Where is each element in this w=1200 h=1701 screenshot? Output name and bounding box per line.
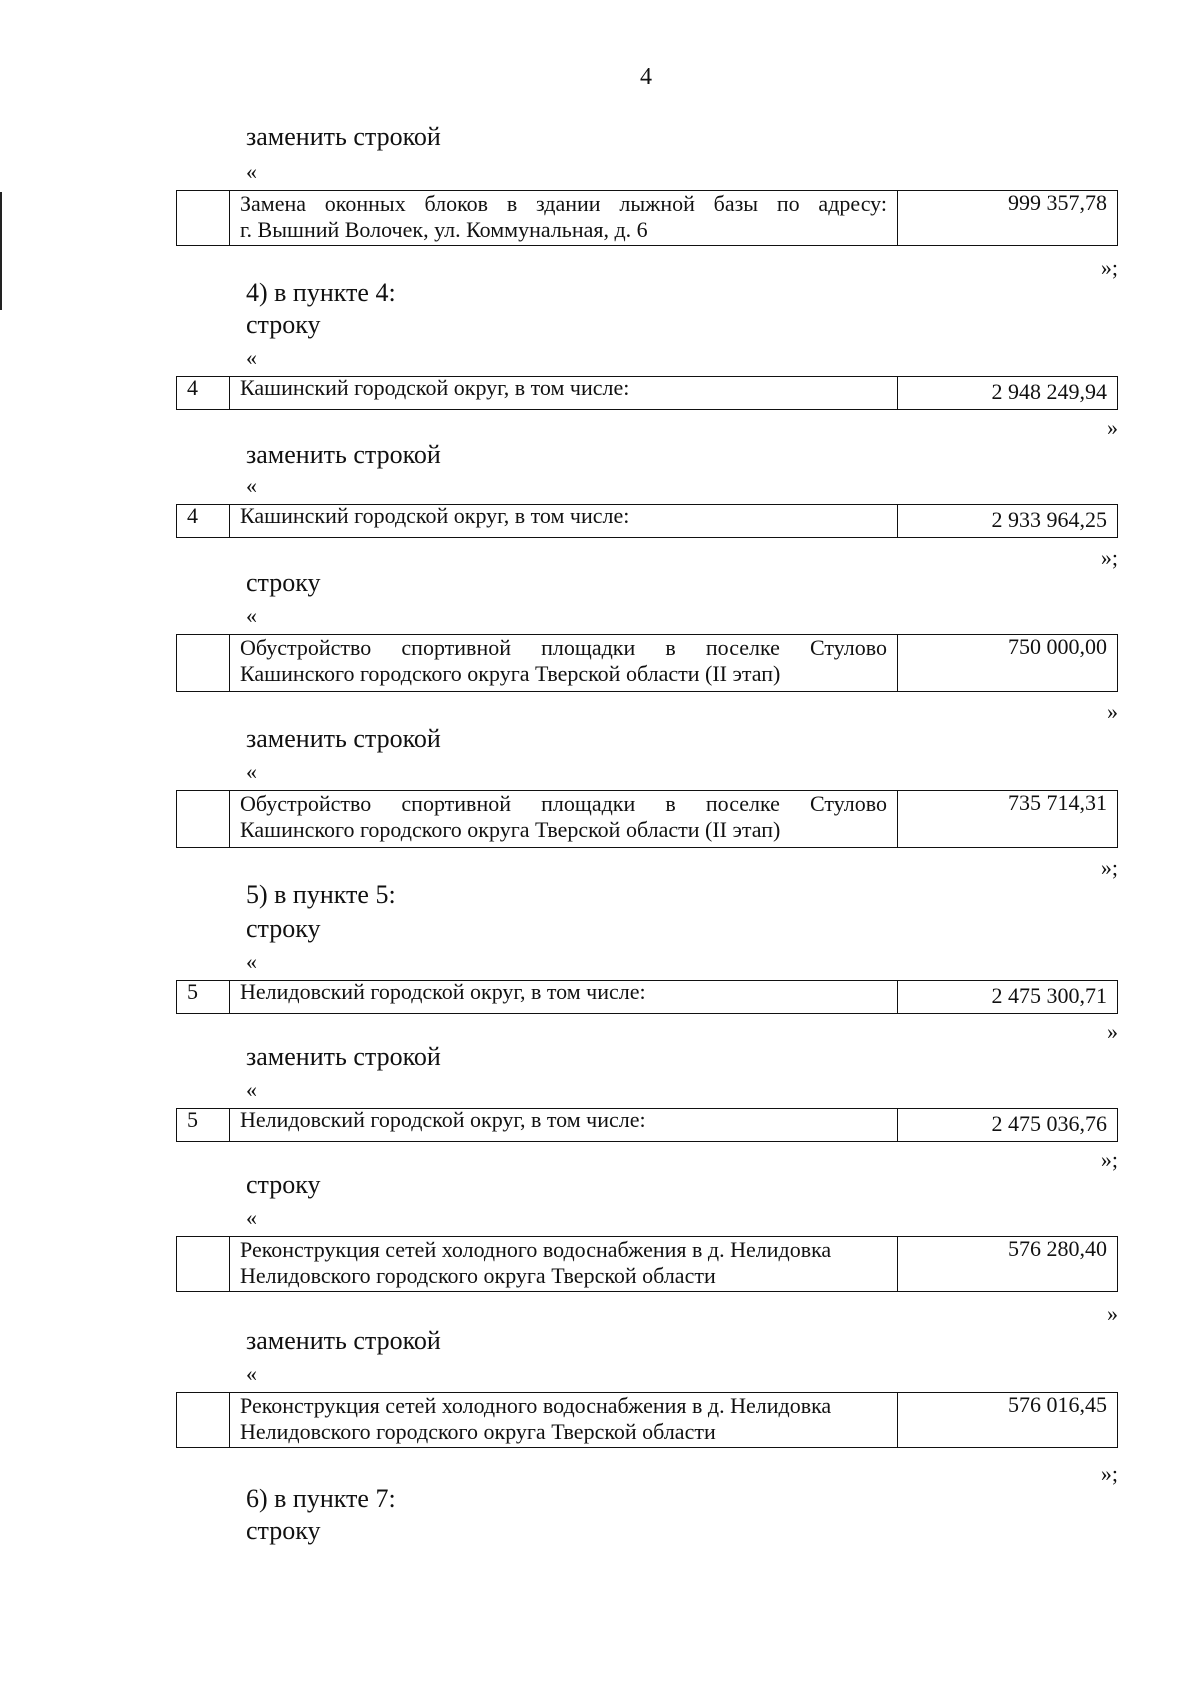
quote-open: « <box>246 159 257 184</box>
quote-open: « <box>246 473 257 498</box>
quote-close: »; <box>1100 1461 1118 1486</box>
row-name: Кашинский городской округ, в том числе: <box>230 377 898 409</box>
row-value: 2 475 036,76 <box>991 1111 1107 1136</box>
quote-open: « <box>246 1205 257 1230</box>
row-number <box>177 791 230 847</box>
row-name-line1: Обустройство спортивной площадки в поселке Стулово <box>240 635 887 660</box>
row-number: 5 <box>177 1109 230 1141</box>
row-name <box>230 1393 898 1447</box>
instruction-label: заменить строкой <box>246 724 441 753</box>
row-value: 750 000,00 <box>1008 634 1107 659</box>
quote-close: » <box>1107 1019 1118 1044</box>
row-name: Нелидовский городской округ, в том числе: <box>230 981 898 1013</box>
instruction-label: строку <box>246 568 321 597</box>
instruction-label: заменить строкой <box>246 440 441 469</box>
quote-open: « <box>246 603 257 628</box>
quote-close: »; <box>1100 545 1118 570</box>
row-name-line1: Реконструкция сетей холодного водоснабжения в д. Нелидовка <box>240 1237 832 1262</box>
table-row <box>176 1236 1118 1292</box>
quote-close: » <box>1107 699 1118 724</box>
quote-open: « <box>246 1077 257 1102</box>
table-row <box>176 376 1118 410</box>
instruction-label: строку <box>246 1516 321 1545</box>
row-number <box>177 191 230 245</box>
table-row <box>176 190 1118 246</box>
row-value: 735 714,31 <box>1008 790 1107 815</box>
table-row <box>176 1392 1118 1448</box>
row-value: 576 016,45 <box>1008 1392 1107 1417</box>
table-row <box>176 790 1118 848</box>
page-number: 4 <box>640 64 652 90</box>
row-name-line1: Замена оконных блоков в здании лыжной базы по адресу: <box>240 191 887 216</box>
row-number <box>177 1393 230 1447</box>
table-row <box>176 1108 1118 1142</box>
table-row <box>176 504 1118 538</box>
margin-mark <box>0 192 2 310</box>
row-number <box>177 635 230 691</box>
quote-close: »; <box>1100 855 1118 880</box>
row-name-line1: Обустройство спортивной площадки в поселке Стулово <box>240 791 887 816</box>
row-value: 2 475 300,71 <box>991 983 1107 1008</box>
row-name <box>230 635 898 691</box>
section-heading: 6) в пункте 7: <box>246 1484 396 1513</box>
quote-open: « <box>246 345 257 370</box>
quote-close: »; <box>1100 255 1118 280</box>
row-name: Кашинский городской округ, в том числе: <box>230 505 898 537</box>
row-name <box>230 1237 898 1291</box>
quote-open: « <box>246 759 257 784</box>
row-name-line2: Кашинского городского округа Тверской области (II этап) <box>240 661 781 686</box>
instruction-label: строку <box>246 914 321 943</box>
quote-open: « <box>246 1361 257 1386</box>
row-name: Нелидовский городской округ, в том числе: <box>230 1109 898 1141</box>
instruction-label: строку <box>246 1170 321 1199</box>
row-value: 999 357,78 <box>1008 190 1107 215</box>
row-value: 2 948 249,94 <box>991 379 1107 404</box>
quote-close: »; <box>1100 1147 1118 1172</box>
row-number: 5 <box>177 981 230 1013</box>
instruction-label: строку <box>246 310 321 339</box>
instruction-label: заменить строкой <box>246 122 441 151</box>
row-value: 576 280,40 <box>1008 1236 1107 1261</box>
row-value: 2 933 964,25 <box>991 507 1107 532</box>
row-name-line1: Реконструкция сетей холодного водоснабжения в д. Нелидовка <box>240 1393 832 1418</box>
table-row <box>176 634 1118 692</box>
instruction-label: заменить строкой <box>246 1326 441 1355</box>
section-heading: 5) в пункте 5: <box>246 880 396 909</box>
instruction-label: заменить строкой <box>246 1042 441 1071</box>
row-name-line2: Нелидовского городского округа Тверской области <box>240 1419 716 1444</box>
row-name <box>230 791 898 847</box>
row-number <box>177 1237 230 1291</box>
row-number: 4 <box>177 505 230 537</box>
row-name-line2: г. Вышний Волочек, ул. Коммунальная, д. 6 <box>240 217 648 242</box>
quote-close: » <box>1107 415 1118 440</box>
table-row <box>176 980 1118 1014</box>
section-heading: 4) в пункте 4: <box>246 278 396 307</box>
quote-open: « <box>246 949 257 974</box>
row-name <box>230 191 898 245</box>
row-name-line2: Кашинского городского округа Тверской области (II этап) <box>240 817 781 842</box>
row-number: 4 <box>177 377 230 409</box>
quote-close: » <box>1107 1301 1118 1326</box>
row-name-line2: Нелидовского городского округа Тверской области <box>240 1263 716 1288</box>
